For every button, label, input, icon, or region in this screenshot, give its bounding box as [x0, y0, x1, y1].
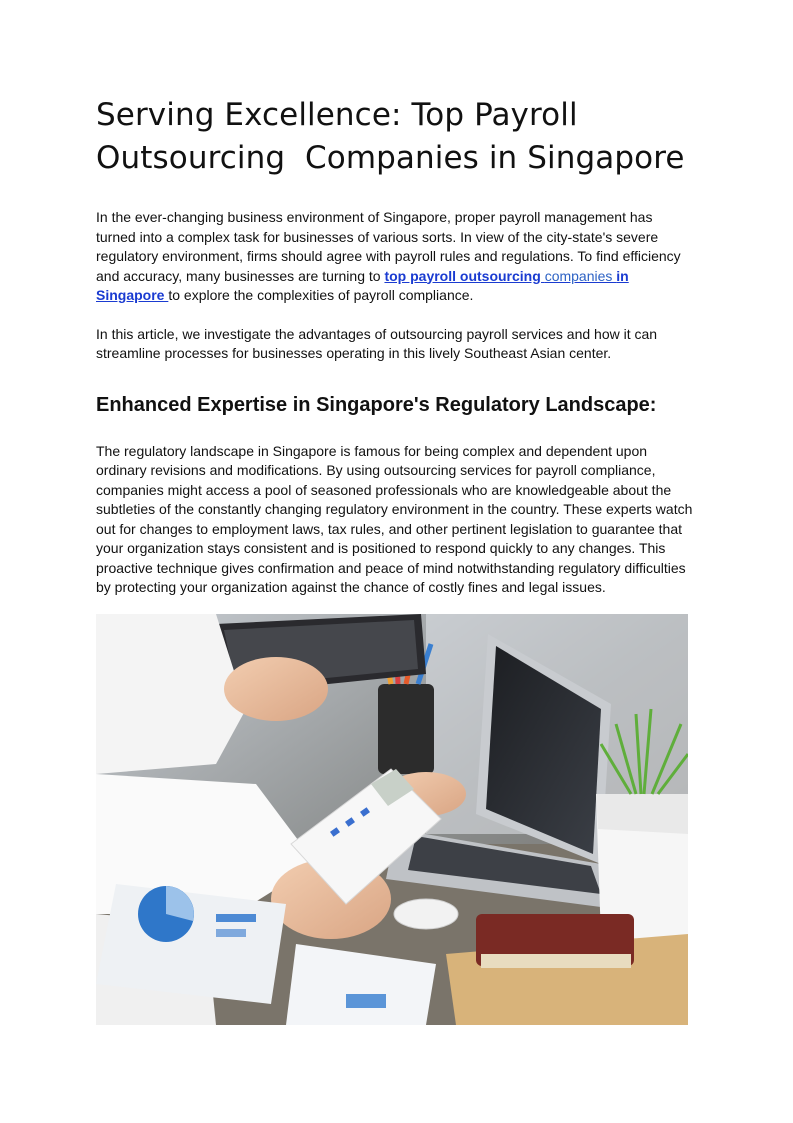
article-photo — [96, 614, 688, 1025]
intro-paragraph — [96, 208, 696, 306]
article-paragraph-3: The regulatory landscape in Singapore is famous for being complex and dependent upon ordinary revisions and modifications. By using outsourcing services for payroll compliance, companies might access a pool of seasoned professionals who are knowledgeable about the subtleties of the constantly changing regulatory environment in the country. These experts watch out for changes to employment laws, tax rules, and other pertinent legislation to guarantee that your organization stays consistent and is positioned to respond quickly to any changes. This proactive technique gives confirmation and peace of mind notwithstanding regulatory difficulties by protecting your organization against the chance of costly fines and legal issues. — [96, 442, 693, 595]
document-page — [96, 94, 696, 598]
article-paragraph-2: In this article, we investigate the advantages of outsourcing payroll services and how it can streamline processes for businesses operating in this lively Southeast Asian center. — [96, 325, 658, 361]
payroll-outsourcing-link[interactable]: top payroll outsourcing companies in Singapore — [96, 267, 629, 303]
intro-text-before-link: In the ever-changing business environment of Singapore, proper payroll management has turned into a complex task for businesses of various sorts. In view of the city-state's severe regulatory environment, firms should agree with payroll rules and regulations. To find efficiency and accuracy, many businesses are turning to — [96, 209, 681, 284]
section-heading: Enhanced Expertise in Singapore's Regulatory Landscape: — [96, 393, 657, 416]
page-title: Serving Excellence: Top Payroll Outsourcing Companies in Singapore — [96, 97, 685, 176]
intro-text-after-link: to explore the complexities of payroll compliance. — [168, 287, 474, 303]
